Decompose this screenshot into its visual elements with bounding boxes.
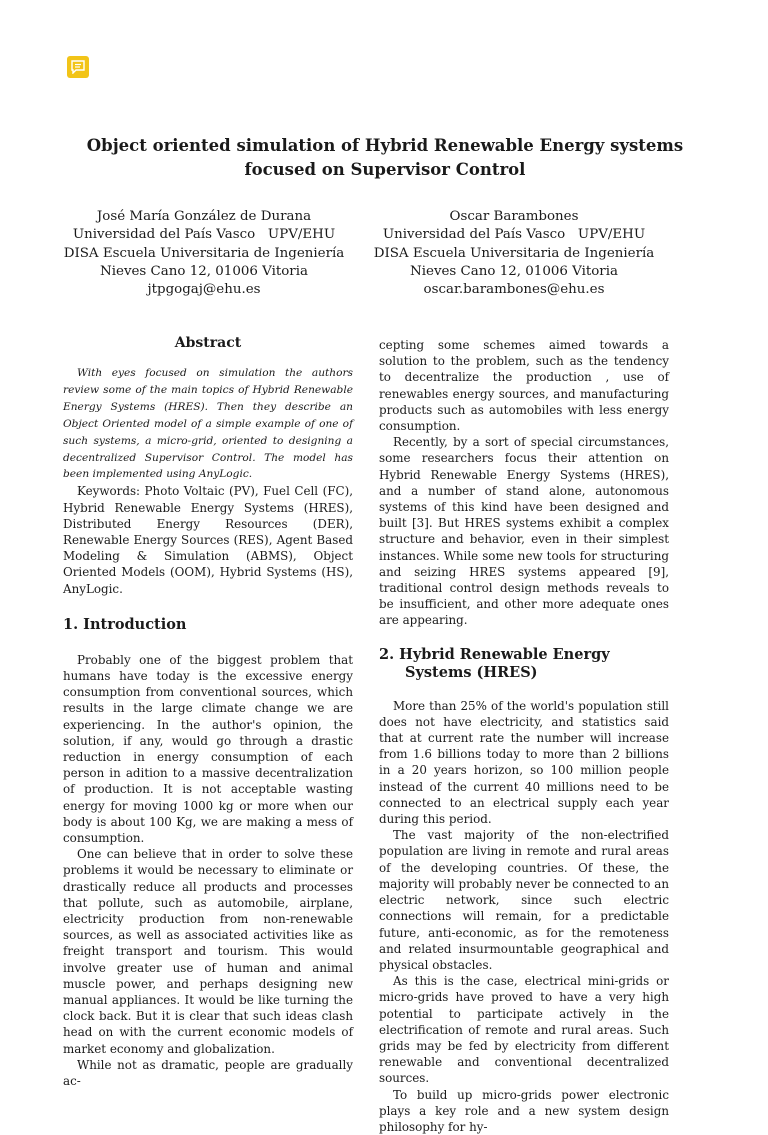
author-department: DISA Escuela Universitaria de Ingeniería xyxy=(373,245,655,261)
title-line-2: focused on Supervisor Control xyxy=(244,160,526,179)
comment-button[interactable] xyxy=(67,56,89,78)
paragraph-continuation: cepting some schemes aimed towards a solution to the problem, such as the tendency to decentralize the production , use of renewables energy sources, and manufacturing products such as automobiles with less energy consumption. xyxy=(379,338,669,434)
paragraph: One can believe that in order to solve these problems it would be necessary to eliminate or drastically reduce all products and processes that pollute, such as automobile, airplane, electricity production from non-renewable sources, as well as associated activities like as freight transport and tourism. This would involve greater use of human and animal muscle power, and perhaps designing new manual appliances. It would be like turning the clock back. But it is clear that such ideas clash head on with the current economic models of market economy and globalization. xyxy=(63,847,353,1056)
author-email: jtpgogaj@ehu.es xyxy=(147,282,261,298)
author-email: oscar.barambones@ehu.es xyxy=(423,282,605,298)
abstract-text: With eyes focused on simulation the authors review some of the main topics of Hybrid Renewable Energy Systems (HRES). Then they describe an Object Oriented model of a simple example of one of such systems, a micro-grid, oriented to designing a decentralized Supervisor Control. The model has been implemented using AnyLogic. xyxy=(63,367,353,481)
author-address: Nieves Cano 12, 01006 Vitoria xyxy=(410,263,618,279)
right-column xyxy=(379,337,669,1135)
author-affiliation: Universidad del País Vasco UPV/EHU xyxy=(382,227,646,243)
paper-title xyxy=(60,134,710,182)
author-block-2 xyxy=(364,208,664,299)
author-name: José María González de Durana xyxy=(96,209,312,224)
abstract-heading: Abstract xyxy=(174,335,242,351)
author-name: Oscar Barambones xyxy=(449,209,579,224)
section-2-heading: 2. Hybrid Renewable Energy Systems (HRES) xyxy=(379,645,610,681)
title-line-1: Object oriented simulation of Hybrid Renewable Energy systems xyxy=(86,136,684,155)
paragraph: More than 25% of the world's population still does not have electricity, and statistics said that at current rate the number will increase from 1.6 billions today to more than 2 billions in a 20 years horizon, so 100 million people instead of the current 40 millions need to be connected to an electrical supply each year during this period. xyxy=(379,698,669,827)
author-affiliation: Universidad del País Vasco UPV/EHU xyxy=(72,227,336,243)
paragraph: To build up micro-grids power electronic plays a key role and a new system design philosophy for hy- xyxy=(379,1087,669,1134)
author-block-1 xyxy=(54,208,354,299)
paragraph: Recently, by a sort of special circumstances, some researchers focus their attention on Hybrid Renewable Energy Systems (HRES), and a number of stand alone, autonomous systems of this kind have been designed and built [3]. But HRES systems exhibit a complex structure and behavior, even in their simplest instances. While some new tools for structuring and seizing HRES systems appeared [9], traditional control design methods reveals to be insufficient, and other more adequate ones are appearing. xyxy=(379,435,669,628)
section-1-heading: 1. Introduction xyxy=(63,615,187,633)
author-address: Nieves Cano 12, 01006 Vitoria xyxy=(100,263,308,279)
paragraph: As this is the case, electrical mini-grids or micro-grids have proved to have a very high potential to participate actively in the electrification of remote and rural areas. Such grids may be fed by electricity from different renewable and conventional decentralized sources. xyxy=(379,974,669,1086)
left-column xyxy=(63,335,353,1089)
keywords: Keywords: Photo Voltaic (PV), Fuel Cell (FC), Hybrid Renewable Energy Systems (HRES), Distributed Energy Resources (DER), Renewable Energy Sources (RES), Agent Based Modeling & Simulation (ABMS), Object Oriented Models (OOM), Hybrid Systems (HS), AnyLogic. xyxy=(63,484,353,596)
paragraph: Probably one of the biggest problem that humans have today is the excessive energy consumption from conventional sources, which results in the large climate change we are experiencing. In the author's opinion, the solution, if any, would go through a drastic reduction in energy consumption of each person in adition to a massive decentralization of production. It is not acceptable wasting energy for moving 1000 kg or more when our body is about 100 Kg, we are making a mess of consumption. xyxy=(63,652,353,845)
comment-icon xyxy=(71,60,85,74)
paragraph: While not as dramatic, people are gradually ac- xyxy=(63,1057,353,1089)
author-department: DISA Escuela Universitaria de Ingeniería xyxy=(63,245,345,261)
paragraph: The vast majority of the non-electrified population are living in remote and rural areas of the developing countries. Of these, the majority will probably never be connected to an electric network, since such electric connections will remain, for a predictable future, anti-economic, as for the remoteness and related insurmountable geographical and physical obstacles. xyxy=(379,828,669,972)
